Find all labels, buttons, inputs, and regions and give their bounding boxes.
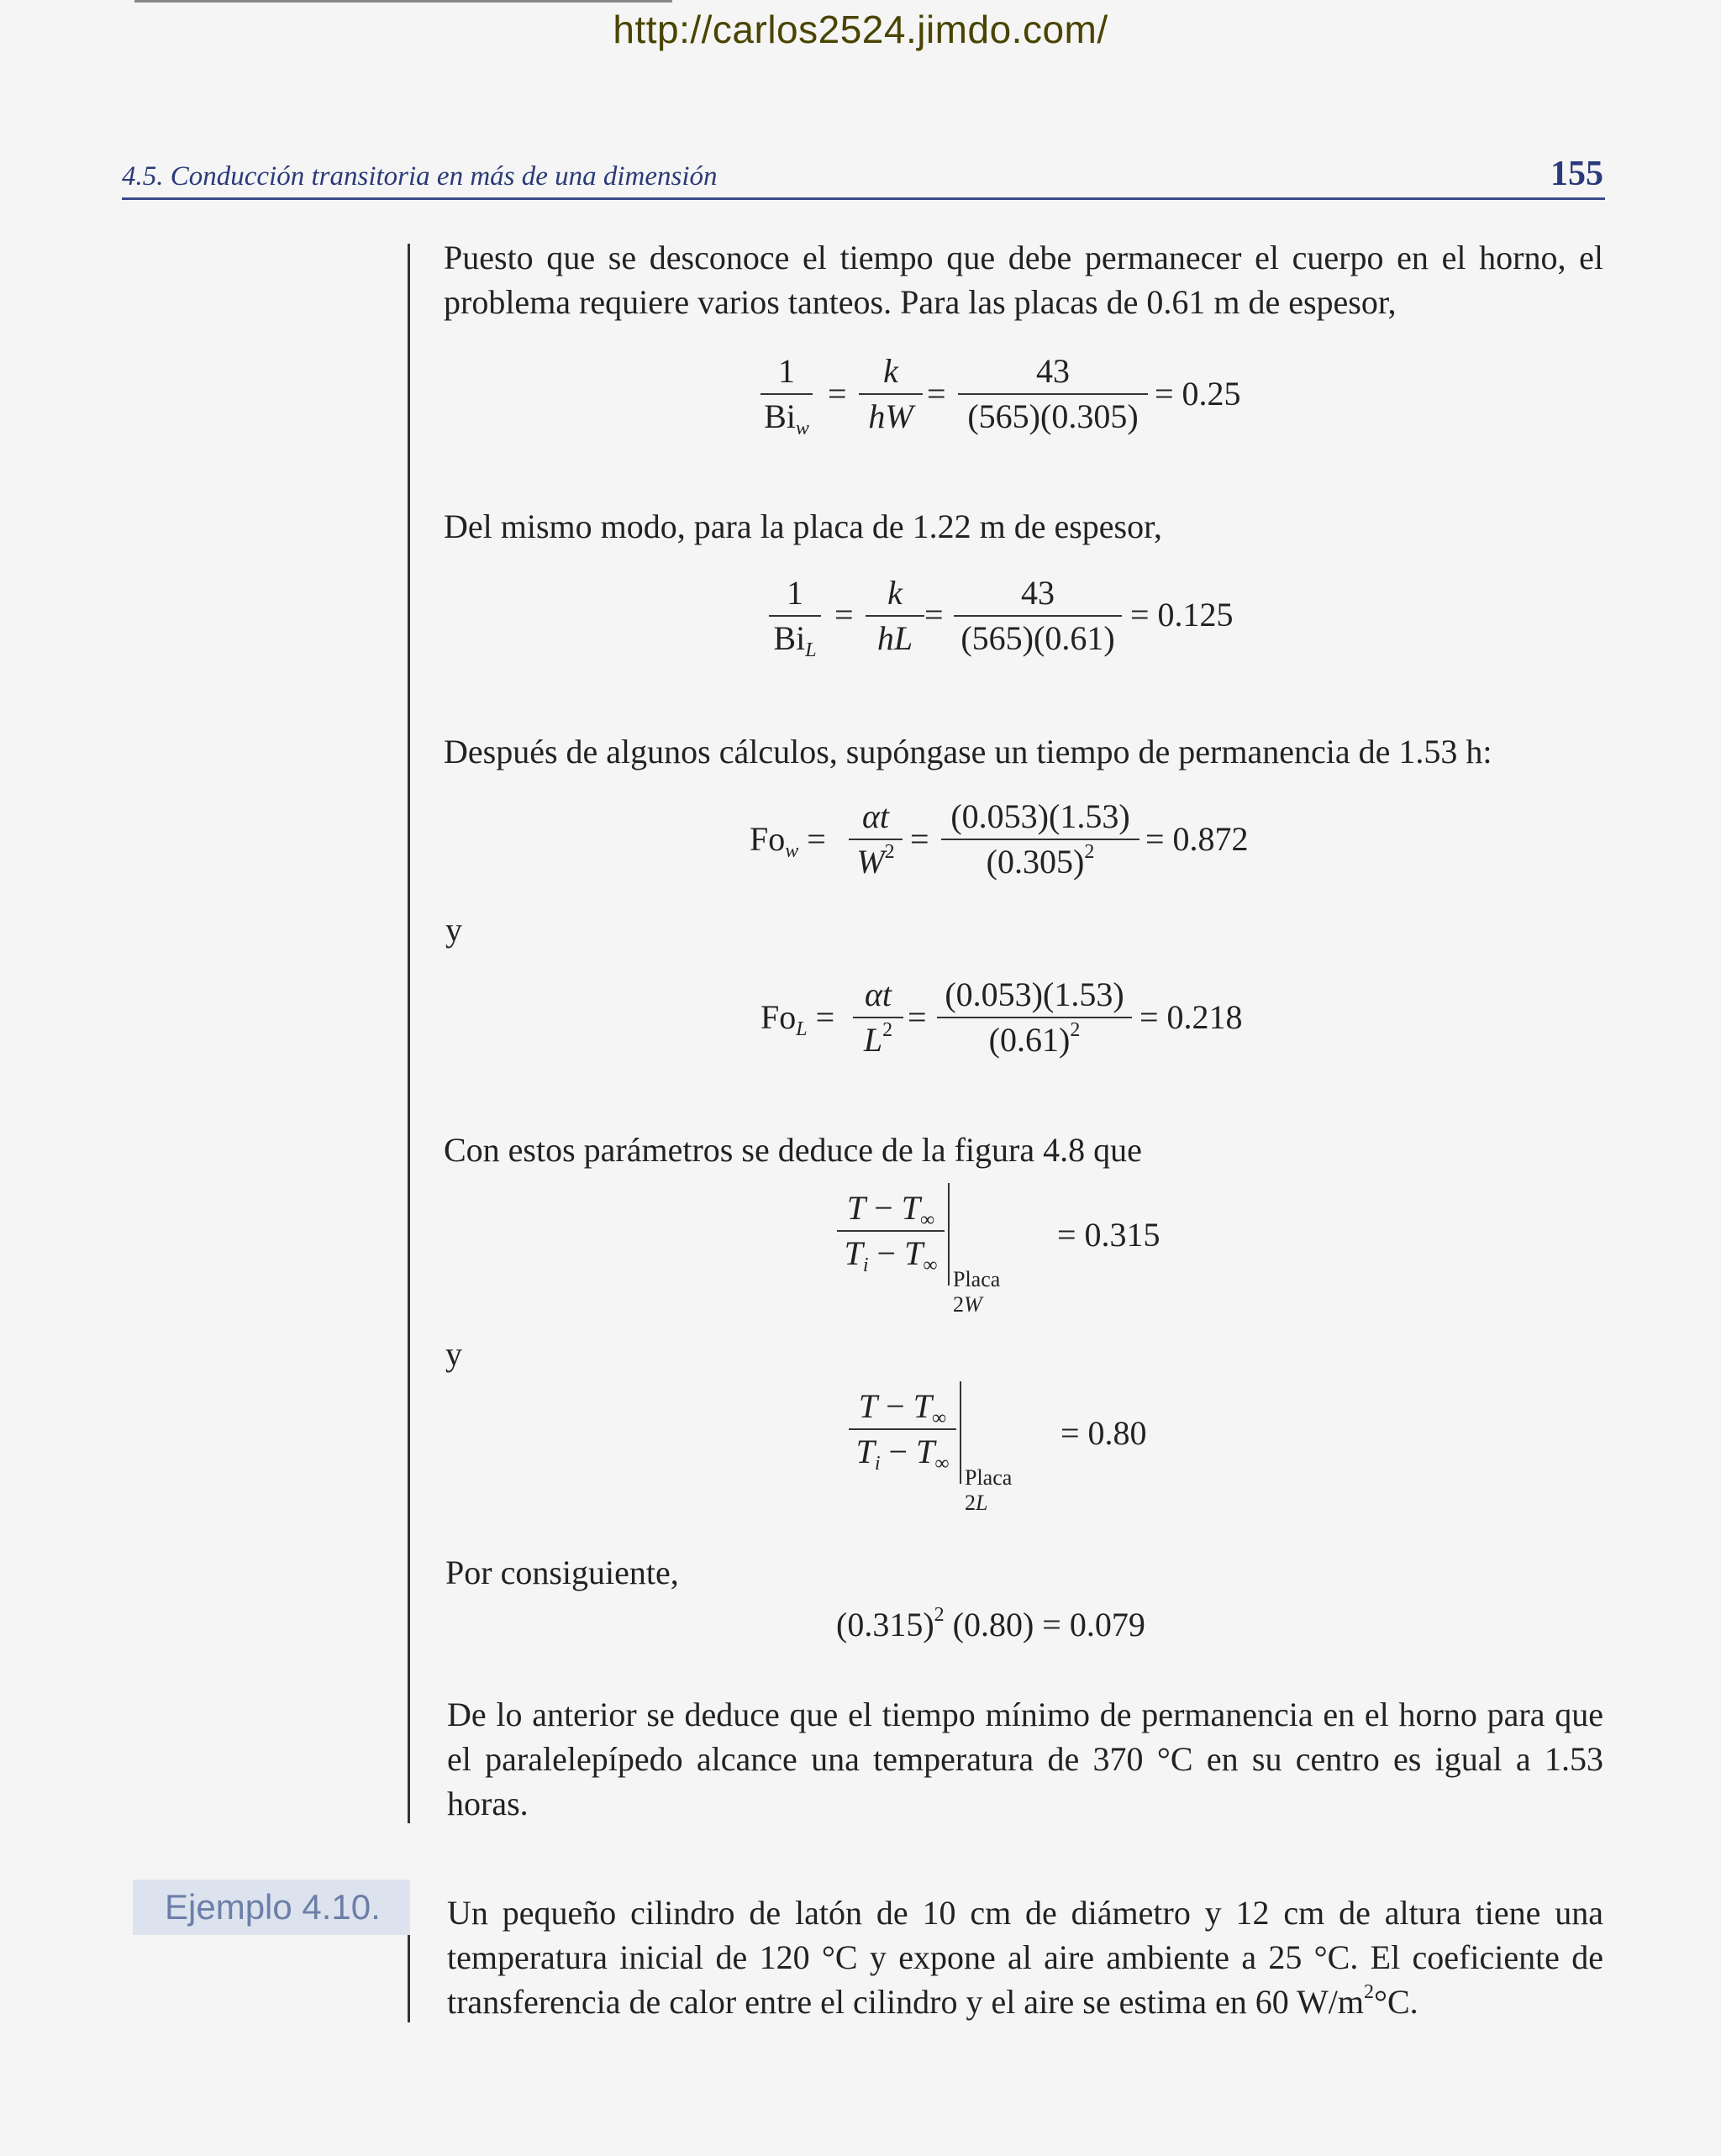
eq6-result: = 0.80 (1060, 1414, 1147, 1452)
eq2-result: = 0.125 (1130, 596, 1234, 634)
running-head: 4.5. Conducción transitoria en más de una dimensión (122, 161, 718, 192)
eq3-fo-sub: w (785, 840, 799, 862)
eq3-W: W (856, 843, 885, 881)
eq4-result: = 0.218 (1139, 998, 1243, 1036)
eq4-fo: Fo (761, 998, 797, 1036)
eq2-bi: Bi (773, 619, 806, 657)
eq6-inf-2: ∞ (934, 1453, 950, 1475)
eq5-Tinf: T (901, 1189, 920, 1227)
eq5-inf-2: ∞ (923, 1254, 938, 1276)
eq6-T: T (858, 1387, 878, 1425)
header-rule (122, 197, 1605, 200)
eq6-Tinf: T (913, 1387, 932, 1425)
watermark-url: http://carlos2524.jimdo.com/ (613, 8, 1108, 51)
eq7-sq: 2 (934, 1604, 945, 1626)
eq3-den: (0.305) (986, 843, 1085, 881)
eq6-Tinf-2: T (916, 1433, 935, 1470)
eq1-W: W (885, 397, 913, 435)
eq4-fo-sub: L (796, 1018, 808, 1040)
eq5-minus: − (866, 1189, 902, 1227)
eq4-num: (0.053)(1.53) (945, 975, 1124, 1013)
eq3-den-sq: 2 (1084, 841, 1095, 863)
eq5-minus-2: − (868, 1234, 905, 1272)
eq2-bi-sub: L (805, 639, 817, 661)
eq5-Tinf-2: T (904, 1234, 924, 1272)
eq3-fo: Fo (750, 820, 786, 858)
eq3-alpha-t: αt (861, 797, 890, 835)
solution-margin-bar (408, 244, 410, 1823)
paragraph-intro: Puesto que se desconoce el tiempo que debe permanecer el cuerpo en el horno, el problema requiere varios tanteos. Para las placas de 0.61 m de espesor, (444, 239, 1603, 321)
eq6-i: i (874, 1453, 881, 1475)
eq4-den: (0.61) (988, 1021, 1071, 1059)
eq6-inf: ∞ (931, 1407, 947, 1429)
eq7-b: (0.80) = 0.079 (944, 1606, 1145, 1643)
eq5-i: i (862, 1254, 869, 1276)
paragraph-plate-L: Del mismo modo, para la placa de 1.22 m de espesor, (444, 507, 1162, 545)
equation-product (836, 1605, 1145, 1644)
example-text-main: Un pequeño cilindro de latón de 10 cm de diámetro y 12 cm de altura tiene una temperatura inicial de 120 °C y expone al aire ambiente a 25 °C. El coeficiente de transferencia de calor entre el cilindro y el aire se estima en 60 W/m (447, 1894, 1603, 2021)
eq2-h: h (876, 619, 894, 657)
eq2-num: 43 (1021, 574, 1055, 612)
eq5-sub-label: Placa 2 (953, 1267, 1001, 1317)
eq3-result: = 0.872 (1145, 820, 1249, 858)
eq5-T: T (846, 1189, 866, 1227)
eq2-L: L (893, 619, 913, 657)
eq4-alpha-t: αt (864, 975, 892, 1013)
eq5-result: = 0.315 (1057, 1216, 1160, 1254)
conjunction-y-2: y (445, 1335, 462, 1373)
eq1-bi: Bi (764, 397, 796, 435)
eq3-sq: 2 (884, 841, 895, 863)
eq2-k: k (887, 574, 903, 612)
eq5-inf: ∞ (919, 1209, 935, 1231)
paragraph-figure-ref: Con estos parámetros se deduce de la figura 4.8 que (444, 1131, 1142, 1169)
page-number: 155 (1550, 155, 1603, 193)
top-rule (134, 0, 672, 3)
eq7-a: (0.315) (836, 1606, 934, 1643)
eq4-sq: 2 (882, 1019, 893, 1041)
eq1-den: (565)(0.305) (967, 397, 1139, 435)
eq6-sub-label: Placa 2 (965, 1465, 1013, 1515)
eq6-minus-2: − (880, 1433, 917, 1470)
eq1-num: 43 (1036, 352, 1070, 390)
eq1-result: = 0.25 (1155, 375, 1241, 413)
eq5-sub-var: W (964, 1292, 982, 1317)
example-label: Ejemplo 4.10. (165, 1887, 381, 1927)
eq6-Ti: T (855, 1433, 875, 1470)
conjunction-y-1: y (445, 911, 462, 949)
eq3-num: (0.053)(1.53) (950, 797, 1130, 835)
eq4-L: L (863, 1021, 883, 1059)
example-text-end: °C. (1374, 1983, 1418, 2021)
example-text-sup: 2 (1364, 1981, 1374, 2003)
paragraph-time-guess: Después de algunos cálculos, supóngase un tiempo de permanencia de 1.53 h: (444, 733, 1492, 770)
eq5-Ti: T (844, 1234, 863, 1272)
eq2-den: (565)(0.61) (960, 619, 1115, 657)
eq1-h: h (868, 397, 886, 435)
eq1-bi-sub: w (795, 418, 809, 439)
paragraph-therefore: Por consiguiente, (445, 1554, 679, 1591)
eq1-k: k (883, 352, 898, 390)
example-text (447, 1890, 1603, 2024)
eq2-one: 1 (787, 574, 803, 612)
paragraph-conclusion: De lo anterior se deduce que el tiempo mínimo de permanencia en el horno para que el paralelepípedo alcance una temperatura de 370 °C en su centro es igual a 1.53 horas. (447, 1696, 1603, 1822)
eq6-sub-var: L (976, 1491, 988, 1515)
eq1-one: 1 (778, 352, 795, 390)
eq6-minus: − (877, 1387, 913, 1425)
eq4-den-sq: 2 (1070, 1019, 1081, 1041)
